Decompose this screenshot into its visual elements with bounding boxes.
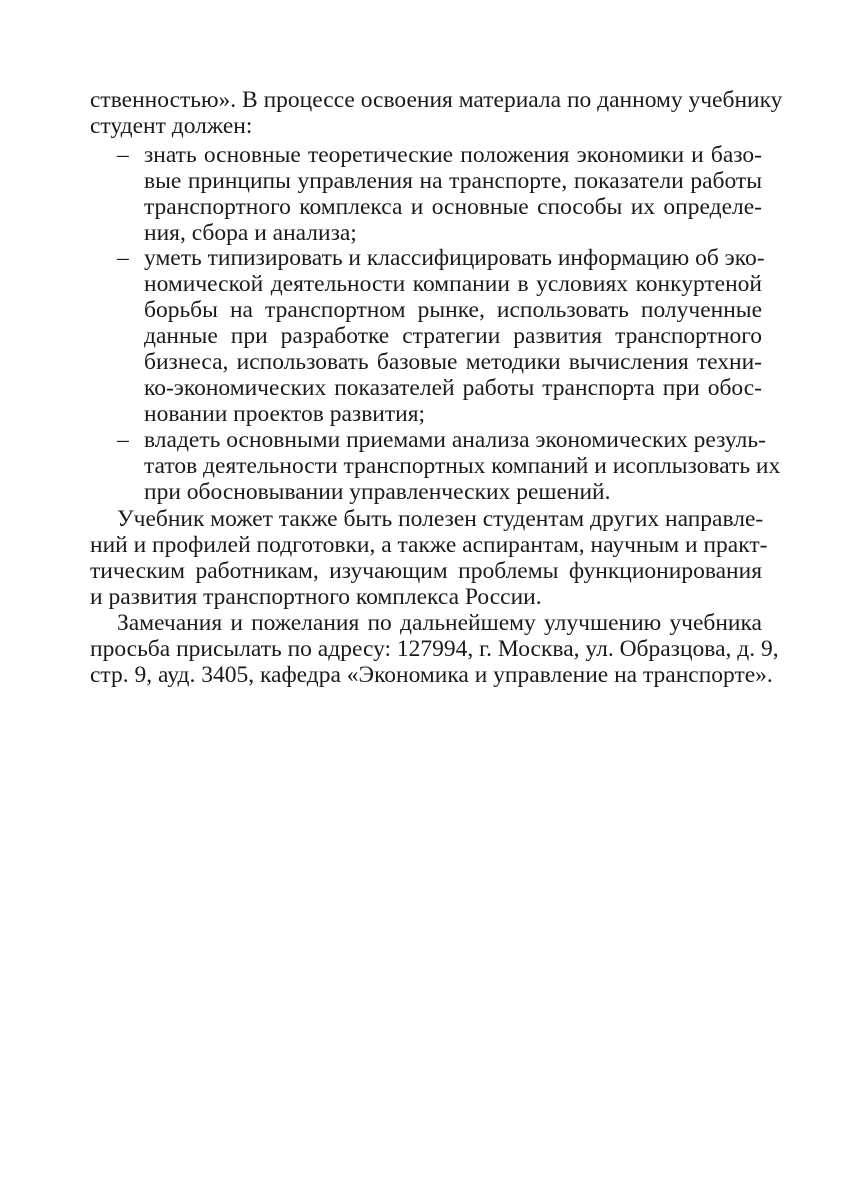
bullet-line: татов деятельности транспортных компаний и исоплызовать их [144,453,781,479]
paragraph-line: Учебник может также быть полезен студентам других направле- [117,506,764,532]
bullet-line: владеть основными приемами анализа экономических резуль- [144,427,766,453]
bullet-line: номической деятельности компании в условиях конкуртеной [144,271,762,297]
paragraph-line: просьба присылать по адресу: 127994, г. Москва, ул. Образцова, д. 9, [90,636,779,662]
bullet-line: вые принципы управления на транспорте, показатели работы [144,168,762,194]
bullet-line: борьбы на транспортном рынке, использовать полученные [144,297,762,323]
paragraph-line: и развития транспортного комплекса России. [90,584,542,610]
bullet-line: ко-экономических показателей работы транспорта при обос- [144,375,762,401]
bullet-line: уметь типизировать и классифицировать информацию об эко- [144,245,765,271]
paragraph-line: стр. 9, ауд. 3405, кафедра «Экономика и управление на транспорте». [90,662,773,688]
paragraph-line: тическим работникам, изучающим проблемы функционирования [90,558,762,584]
paragraph-line: Замечания и пожелания по дальнейшему улучшению учебника [117,610,762,636]
bullet-marker: – [117,245,129,271]
bullet-marker: – [117,427,129,453]
paragraph-line: ний и профилей подготовки, а также аспирантам, научным и практ- [90,532,768,558]
intro-line: студент должен: [90,113,253,139]
bullet-line: ния, сбора и анализа; [144,220,357,246]
bullet-line: данные при разработке стратегии развития транспортного [144,323,762,349]
bullet-line: транспортного комплекса и основные способы их определе- [144,194,762,220]
intro-line: ственностью». В процессе освоения материала по данному учебнику [90,87,783,113]
bullet-line: бизнеса, использовать базовые методики вычисления техни- [144,349,762,375]
bullet-line: знать основные теоретические положения экономики и базо- [144,142,762,168]
bullet-line: новании проектов развития; [144,401,426,427]
bullet-marker: – [117,142,129,168]
bullet-line: при обосновывании управленческих решений. [144,479,611,505]
